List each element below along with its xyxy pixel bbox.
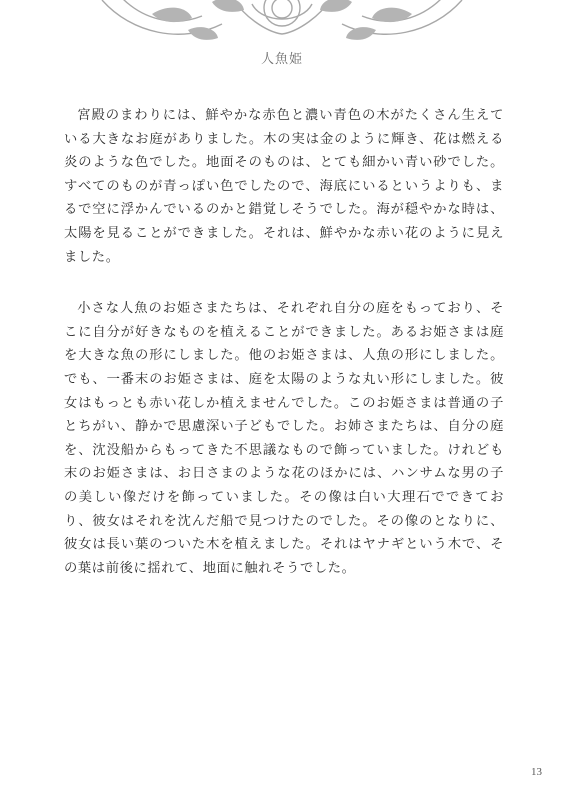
running-title: 人魚姫 <box>260 52 303 67</box>
body-text <box>64 104 504 608</box>
paragraph: 宮殿のまわりには、鮮やかな赤色と濃い青色の木がたくさん生えている大きなお庭がありました。木の実は金のように輝き、花は燃える炎のような色でした。地面そのものは、とても細かい青い砂でした。すべてのものが青っぽい色でしたので、海底にいるというよりも、まるで空に浮かんでいるのかと錯覚しそうでした。海が穏やかな時は、太陽を見ることができました。それは、鮮やかな赤い花のように見えました。 <box>64 108 504 265</box>
paragraph: 小さな人魚のお姫さまたちは、それぞれ自分の庭をもっており、そこに自分が好きなものを植えることができました。あるお姫さまは庭を大きな魚の形にしました。他のお姫さまは、人魚の形にしました。でも、一番末のお姫さまは、庭を太陽のような丸い形にしました。彼女はもっとも赤い花しか植えませんでした。このお姫さまは普通の子とちがい、静かで思慮深い子どもでした。お姉さまたちは、自分の庭を、沈没船からもってきた不思議なもので飾っていました。けれども末のお姫さまは、お日さまのような花のほかには、ハンサムな男の子の美しい像だけを飾っていました。その像は白い大理石でできており、彼女はそれを沈んだ船で見つけたのでした。その像のとなりに、彼女は長い葉のついた木を植えました。それはヤナギという木で、その葉は前後に揺れて、地面に触れそうでした。 <box>64 301 504 576</box>
page-number: 13 <box>531 766 542 778</box>
floral-ornament-icon <box>92 0 472 50</box>
